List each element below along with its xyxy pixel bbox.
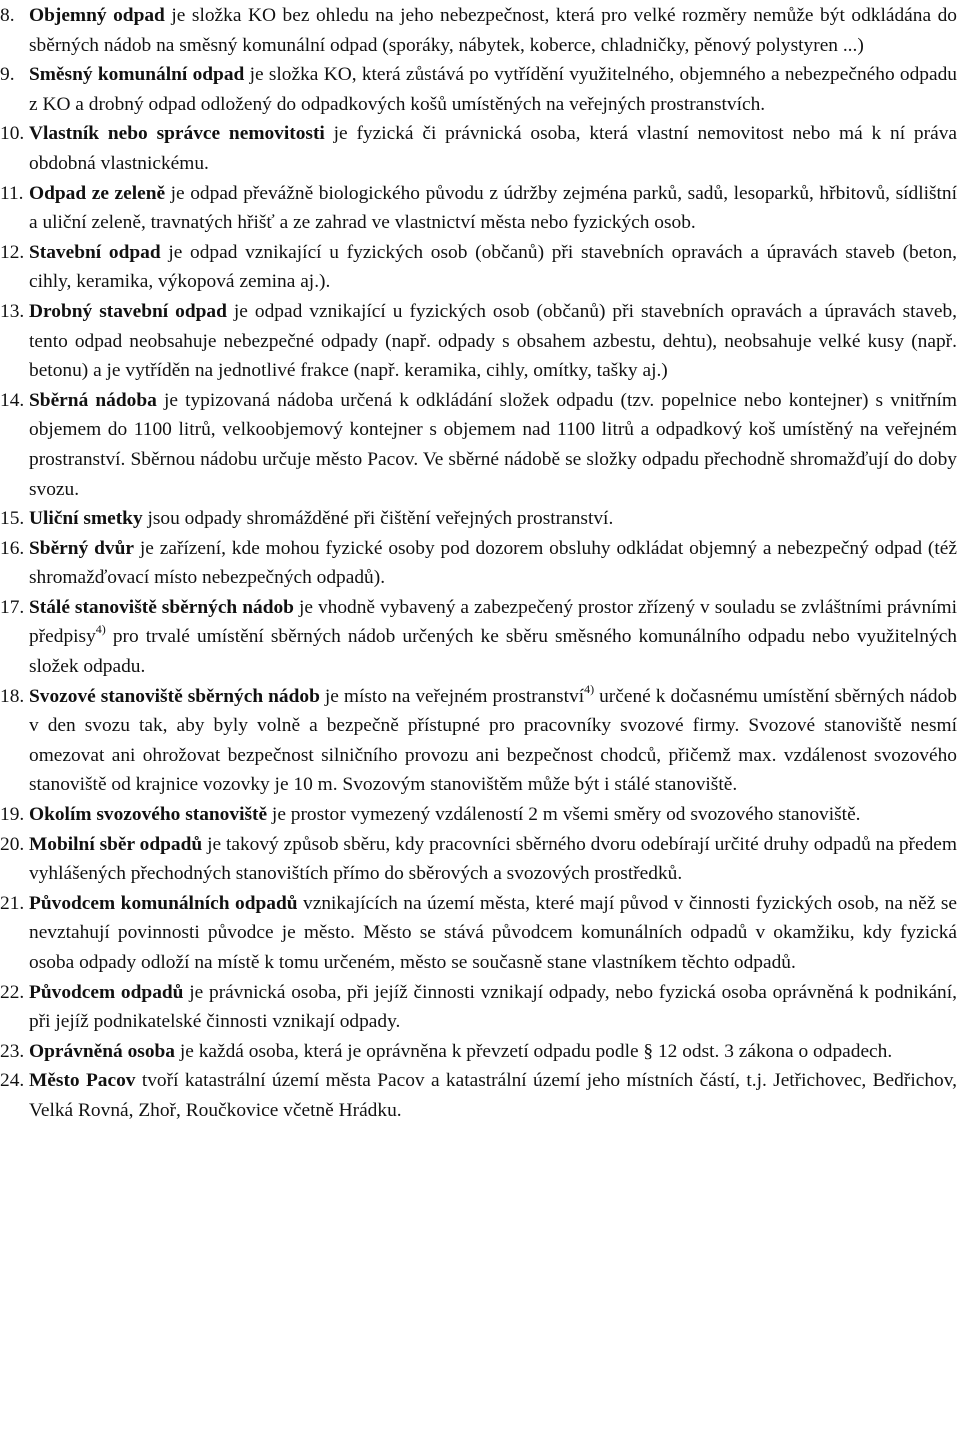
definition-term: Stálé stanoviště sběrných nádob — [29, 596, 294, 618]
item-number: 13. — [0, 300, 25, 322]
definition-term: Původcem komunálních odpadů — [29, 892, 298, 914]
item-number: 22. — [0, 981, 25, 1003]
definition-text: tvoří katastrální území města Pacov a katastrální území jeho místních částí, t.j. Jetřichovec, Bedřichov, Velká Rovná, Zhoř, Roučkovice včetně Hrádku. — [29, 1070, 957, 1121]
definition-term: Okolím svozového stanoviště — [29, 804, 268, 826]
item-number: 8. — [0, 5, 15, 26]
definition-term: Vlastník nebo správce nemovitosti — [29, 123, 325, 145]
definition-text: je každá osoba, která je oprávněna k převzetí odpadu podle § 12 odst. 3 zákona o odpadech. — [175, 1040, 893, 1062]
definition-item-24 — [0, 1066, 957, 1125]
item-number: 11. — [0, 182, 24, 204]
item-number: 16. — [0, 537, 25, 559]
definition-term: Drobný stavební odpad — [29, 300, 227, 322]
definition-text: vznikajících na území města, které mají původ v činnosti fyzických osob, na něž se nevztahují povinnosti původce je město. Město se stává původcem komunálních odpadů v okamžiku, kdy fyzická osoba odpady odloží na místě k tomu určeném, město se současně stane vlastníkem těchto odpadů. — [29, 892, 957, 973]
definition-item-17 — [0, 593, 957, 682]
definition-text: je vhodně vybavený a zabezpečený prostor zřízený v souladu se zvláštními právními předpisy — [29, 596, 957, 648]
definition-text: je odpad vznikající u fyzických osob (občanů) při stavebních opravách a úpravách staveb, tento odpad neobsahuje nebezpečné odpady (např. odpady s obsahem azbestu, dehtu), neobsahuje velké kusy (např. betonu) a je vytříděn na jednotlivé frakce (např. keramika, cihly, omítky, tašky aj.) — [29, 300, 957, 382]
definition-term: Odpad ze zeleně — [29, 182, 166, 204]
definition-item-12 — [0, 238, 957, 297]
definition-term: Objemný odpad — [29, 5, 165, 26]
definition-text: je složka KO, která zůstává po vytřídění využitelného, objemného a nebezpečného odpadu z KO a drobný odpad odložený do odpadkových košů umístěných na veřejných prostranstvích. — [29, 64, 957, 115]
item-number: 15. — [0, 508, 25, 530]
definition-text: jsou odpady shromážděné při čištění veřejných prostranství. — [142, 508, 614, 530]
definition-term: Původcem odpadů — [29, 981, 184, 1003]
item-number: 21. — [0, 892, 25, 914]
definition-text: je právnická osoba, při jejíž činnosti vznikají odpady, nebo fyzická osoba oprávněná k podnikání, při jejíž podnikatelské činnosti vznikají odpady. — [29, 981, 957, 1033]
definition-item-9 — [0, 60, 957, 119]
definition-item-15 — [0, 504, 957, 534]
definition-term: Stavební odpad — [29, 241, 161, 263]
definition-item-10 — [0, 119, 957, 178]
definition-list — [0, 1, 957, 1126]
definition-item-19 — [0, 800, 957, 830]
definition-text: je prostor vymezený vzdáleností 2 m všemi směry od svozového stanoviště. — [267, 804, 861, 826]
definition-item-18 — [0, 682, 957, 800]
item-number: 14. — [0, 389, 25, 411]
definition-item-20 — [0, 830, 957, 889]
definition-term: Směsný komunální odpad — [29, 64, 245, 86]
definition-text: je místo na veřejném prostranství — [319, 685, 585, 707]
definition-item-22 — [0, 978, 957, 1037]
definition-text-continued: určené k dočasnému umístění sběrných nádob v den svozu tak, aby byly volně a bezpečně přístupné pro pracovníky svozové firmy. Svozové stanoviště nesmí omezovat ani ohrožovat bezpečnost silničního provozu ani bezpečnost chodců, přičemž max. vzdálenost svozového stanoviště od krajnice vozovky je 10 m. Svozovým stanovištěm může být i stálé stanoviště. — [29, 685, 957, 796]
definition-term: Oprávněná osoba — [29, 1040, 175, 1062]
definition-item-8 — [0, 1, 957, 60]
definition-term: Sběrný dvůr — [29, 537, 134, 559]
definition-item-14 — [0, 386, 957, 504]
definition-text: je typizovaná nádoba určená k odkládání složek odpadu (tzv. popelnice nebo kontejner) s vnitřním objemem do 1100 litrů, velkoobjemový kontejner s objemem nad 1100 litrů a odpadkový koš umístěný na veřejném prostranství. Sběrnou nádobu určuje město Pacov. Ve sběrné nádobě se složky odpadu přechodně shromažďují do doby svozu. — [29, 389, 958, 500]
item-number: 19. — [0, 804, 25, 826]
definition-text: je zařízení, kde mohou fyzické osoby pod dozorem obsluhy odkládat objemný a nebezpečný odpad (též shromažďovací místo nebezpečných odpadů). — [29, 537, 957, 589]
item-number: 17. — [0, 596, 25, 618]
definition-text: je složka KO bez ohledu na jeho nebezpečnost, která pro velké rozměry nemůže být odkládána do sběrných nádob na směsný komunální odpad (sporáky, nábytek, koberce, chladničky, pěnový polystyren ...) — [29, 5, 957, 56]
footnote-reference: 4) — [584, 681, 595, 696]
definition-term: Mobilní sběr odpadů — [29, 833, 203, 855]
definition-text-continued: pro trvalé umístění sběrných nádob určených ke sběru směsného komunálního odpadu nebo využitelných složek odpadu. — [29, 626, 957, 678]
definition-text: je odpad vznikající u fyzických osob (občanů) při stavebních opravách a úpravách staveb (beton, cihly, keramika, výkopová zemina aj.). — [29, 241, 957, 293]
item-number: 24. — [0, 1070, 25, 1092]
definition-term: Uliční smetky — [29, 508, 143, 530]
item-number: 18. — [0, 685, 25, 707]
definition-item-11 — [0, 179, 957, 238]
definition-item-16 — [0, 534, 957, 593]
item-number: 12. — [0, 241, 25, 263]
definition-item-13 — [0, 297, 957, 386]
item-number: 20. — [0, 833, 25, 855]
item-number: 9. — [0, 64, 15, 86]
footnote-reference: 4) — [95, 622, 106, 637]
definition-item-23 — [0, 1037, 957, 1067]
definition-term: Svozové stanoviště sběrných nádob — [29, 685, 320, 707]
definition-text: je takový způsob sběru, kdy pracovníci sběrného dvoru odebírají určité druhy odpadů na předem vyhlášených přechodných stanovištích přímo do sběrových a svozových prostředků. — [29, 833, 957, 885]
definition-item-21 — [0, 889, 957, 978]
definition-text: je odpad převážně biologického původu z údržby zejména parků, sadů, lesoparků, hřbitovů, sídlištní a uliční zeleně, travnatých hřišť a ze zahrad ve vlastnictví města nebo fyzických osob. — [29, 182, 957, 234]
definition-text: je fyzická či právnická osoba, která vlastní nemovitost nebo má k ní práva obdobná vlastnickému. — [29, 123, 957, 174]
definition-term: Město Pacov — [29, 1070, 136, 1092]
definition-term: Sběrná nádoba — [29, 389, 157, 411]
item-number: 10. — [0, 123, 25, 145]
item-number: 23. — [0, 1040, 25, 1062]
